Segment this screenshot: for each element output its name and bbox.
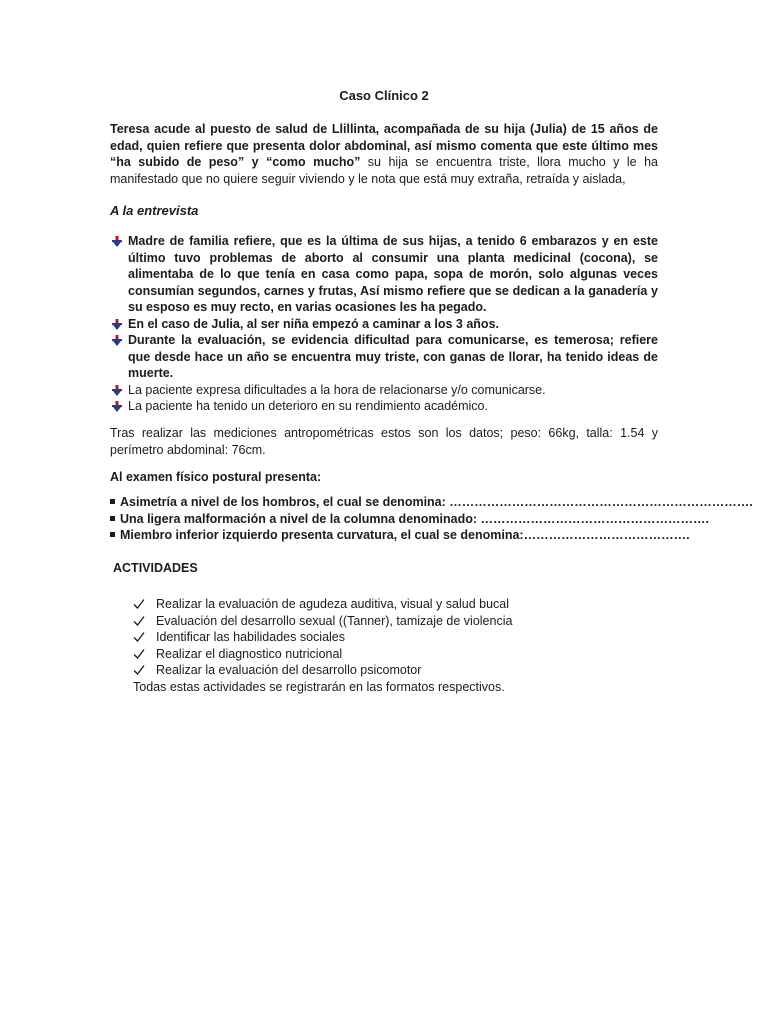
exam-finding (110, 494, 753, 511)
interview-item-text: La paciente expresa dificultades a la hora de relacionarse y/o comunicarse. (128, 382, 546, 397)
interview-item-text: Madre de familia refiere, que es la última de sus hijas, a tenido 6 embarazos y en este último tuvo problemas de aborto al consumir una planta medicinal (cocona), se alimentaba de lo que tenía en casa como papa, sopa de morón, solo algunas veces consumían segundos, carnes y frutas, Así mismo refiere que se dedican a la ganadería y su esposo es muy recto, en varias ocasiones les ha pegado. (128, 234, 658, 314)
activities-closing: Todas estas actividades se registrarán en las formatos respectivos. (133, 679, 505, 694)
arrow-down-bullet-icon (112, 401, 122, 412)
arrow-down-bullet-icon (112, 335, 122, 346)
activity-text: Realizar la evaluación del desarrollo psicomotor (156, 663, 422, 677)
interview-heading: A la entrevista (110, 203, 199, 218)
activity-text: Realizar el diagnostico nutricional (156, 646, 343, 661)
exam-finding-text: Una ligera malformación a nivel de la columna denominado: ………………………………………………. (120, 511, 709, 526)
activity-text: Evaluación del desarrollo sexual ((Tanner), tamizaje de violencia (156, 613, 513, 628)
exam-finding (110, 527, 690, 544)
measurements-paragraph: Tras realizar las mediciones antropométricas estos son los datos; peso: 66kg, talla: 1.54 y perímetro abdominal: 76cm. (110, 426, 658, 457)
checkmark-icon (133, 598, 145, 610)
exam-heading: Al examen físico postural presenta: (110, 470, 322, 484)
square-bullet-icon (110, 532, 115, 537)
checkmark-icon (133, 648, 145, 660)
exam-finding-text: Asimetría a nivel de los hombros, el cual se denomina: ………………………………………………………………. (120, 495, 753, 509)
arrow-down-bullet-icon (112, 236, 122, 247)
activities-heading: ACTIVIDADES (113, 561, 198, 575)
activities-list (133, 596, 653, 695)
intro-paragraph (110, 121, 658, 187)
activity-item (133, 613, 653, 630)
activity-text: Realizar la evaluación de agudeza auditiva, visual y salud bucal (156, 597, 509, 611)
page-title: Caso Clínico 2 (339, 88, 429, 103)
interview-item (110, 332, 658, 382)
checkmark-icon (133, 664, 145, 676)
activity-item (133, 629, 653, 646)
interview-item (110, 316, 658, 333)
interview-item (110, 233, 658, 316)
intro-part-2: su hija se encuentra triste, llora mucho y le ha manifestado que no quiere seguir viviendo y le nota que está muy extraña, retraída y aislada, (110, 155, 658, 186)
interview-item-text: En el caso de Julia, al ser niña empezó a caminar a los 3 años. (128, 316, 499, 331)
interview-item (110, 382, 658, 399)
interview-item (110, 398, 658, 415)
square-bullet-icon (110, 499, 115, 504)
checkmark-icon (133, 615, 145, 627)
arrow-down-bullet-icon (112, 319, 122, 330)
exam-finding-text: Miembro inferior izquierdo presenta curvatura, el cual se denomina:…………………………………. (120, 528, 690, 542)
activity-text: Identificar las habilidades sociales (156, 630, 345, 644)
exam-finding (110, 511, 709, 528)
activity-item (133, 646, 653, 663)
arrow-down-bullet-icon (112, 385, 122, 396)
activity-item (133, 596, 653, 613)
exam-findings-list (110, 494, 753, 544)
interview-list (110, 233, 658, 415)
interview-item-text: Durante la evaluación, se evidencia dificultad para comunicarse, es temerosa; refiere que desde hace un año se encuentra muy triste, con ganas de llorar, ha tenido ideas de muerte. (128, 333, 658, 380)
interview-item-text: La paciente ha tenido un deterioro en su rendimiento académico. (128, 399, 488, 413)
intro-part-1: Teresa acude al puesto de salud de Llillinta, acompañada de su hija (Julia) de 15 años de edad, quien refiere que presenta dolor abdominal, así mismo comenta que este último mes “ha subido de peso” y “como mucho” (110, 122, 658, 169)
checkmark-icon (133, 631, 145, 643)
activity-item (133, 662, 653, 679)
square-bullet-icon (110, 516, 115, 521)
